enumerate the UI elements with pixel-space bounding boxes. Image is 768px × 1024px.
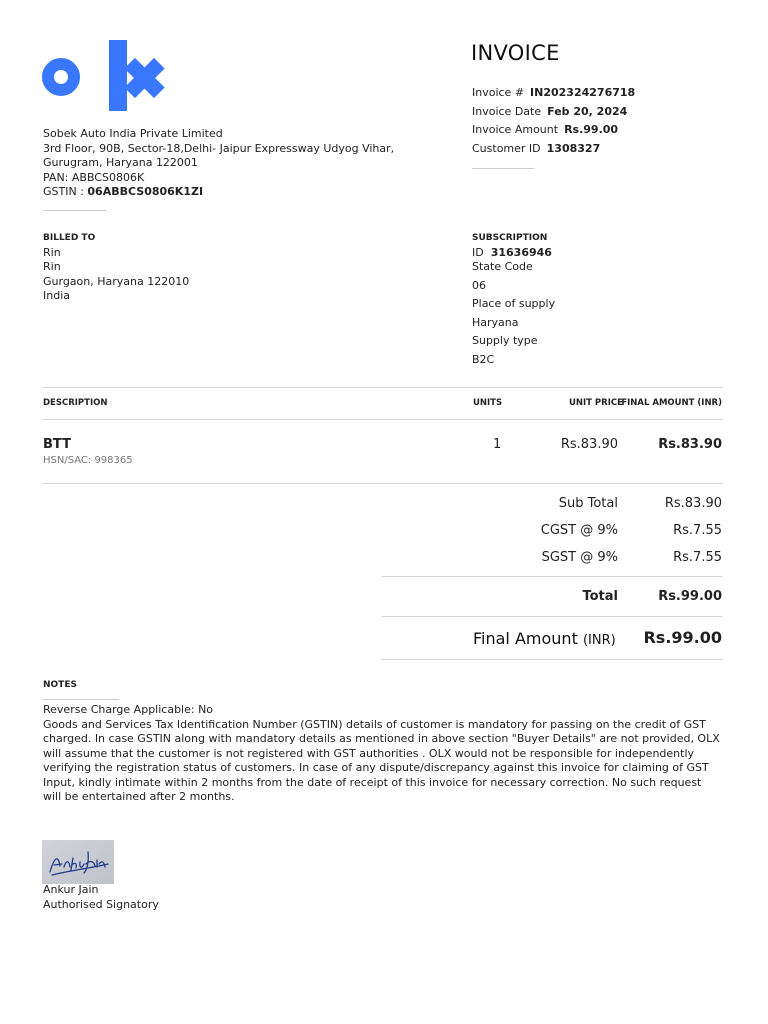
- invoice-number: IN202324276718: [530, 86, 636, 99]
- billed-to-heading: BILLED TO: [43, 233, 96, 243]
- divider: [472, 168, 534, 169]
- cgst-value: Rs.7.55: [673, 523, 722, 538]
- cgst-label: CGST @ 9%: [540, 523, 618, 538]
- subscription-id-row: [472, 246, 555, 261]
- item-hsn: HSN/SAC: 998365: [43, 455, 133, 466]
- signatory-name: Ankur Jain: [43, 883, 99, 896]
- item-units: 1: [493, 437, 502, 452]
- notes-body: [43, 703, 723, 805]
- table-bottom-rule: [43, 483, 722, 484]
- invoice-number-row: [472, 84, 635, 103]
- header-description: DESCRIPTION: [43, 398, 108, 408]
- invoice-meta: [472, 84, 635, 158]
- total-value: Rs.99.00: [658, 589, 722, 604]
- company-address-line1: 3rd Floor, 90B, Sector-18,Delhi- Jaipur Expressway Udyog Vihar,: [43, 141, 395, 155]
- summary-rule: [382, 576, 722, 577]
- subscription-section: [472, 231, 555, 367]
- notes-heading: NOTES: [43, 680, 77, 690]
- final-amount-value: Rs.99.00: [643, 628, 722, 647]
- invoice-amount: Rs.99.00: [564, 123, 619, 136]
- subscription-id-label: ID: [472, 245, 484, 259]
- notes-text: Goods and Services Tax Identification Number (GSTIN) details of customer is mandatory for passing on the credit of GST charged. In case GSTIN along with mandatory details as mentioned in above section "Buyer Details" are not provided, OLX will assume that the customer is not registered with GST authorities . OLX would not be responsible for independently verifying the registration status of customers. In case of any dispute/discrepancy against this invoice for claiming of GST Input, kindly intimate within 2 months from the date of receipt of this invoice for necessary correction. No such request will be entertained after 2 months.: [43, 717, 720, 803]
- billed-to-line: Rin: [43, 245, 61, 259]
- subscription-id: 31636946: [490, 245, 552, 259]
- company-name: Sobek Auto India Private Limited: [43, 127, 223, 140]
- final-amount-text: Final Amount: [473, 629, 578, 648]
- company-details: [43, 127, 394, 200]
- gstin-label: GSTIN :: [43, 185, 84, 198]
- header-units: UNITS: [473, 398, 503, 408]
- signature-image: [42, 840, 114, 884]
- sgst-value: Rs.7.55: [673, 550, 722, 565]
- summary-rule: [382, 659, 722, 660]
- invoice-amount-row: [472, 121, 635, 140]
- subtotal-label: Sub Total: [558, 496, 618, 511]
- billed-to-line: Rin: [43, 260, 61, 273]
- subtotal-value: Rs.83.90: [664, 496, 722, 511]
- item-name: BTT: [43, 437, 71, 452]
- company-address-line2: Gurugram, Haryana 122001: [43, 156, 198, 169]
- invoice-date-label: Invoice Date: [472, 104, 542, 118]
- subscription-heading: SUBSCRIPTION: [472, 233, 548, 243]
- table-top-rule: [43, 387, 722, 388]
- olx-logo: [42, 40, 174, 112]
- supply-type-label: Supply type: [472, 334, 538, 347]
- item-final-amount: Rs.83.90: [658, 437, 722, 452]
- billed-to-line: India: [43, 289, 70, 302]
- invoice-date-row: [472, 103, 635, 122]
- final-amount-unit: (INR): [582, 633, 616, 648]
- state-code: 06: [472, 278, 486, 292]
- place-of-supply: Haryana: [472, 315, 519, 329]
- signatory-block: [43, 883, 159, 912]
- divider: [43, 210, 106, 211]
- customer-id-row: [472, 140, 635, 159]
- invoice-title: INVOICE: [471, 41, 560, 65]
- gstin-value: 06ABBCS0806K1ZI: [87, 185, 204, 198]
- item-unit-price: Rs.83.90: [560, 437, 618, 452]
- customer-id-label: Customer ID: [472, 141, 541, 155]
- final-amount-label: [473, 629, 616, 648]
- sgst-label: SGST @ 9%: [541, 550, 618, 565]
- invoice-number-label: Invoice #: [472, 86, 525, 99]
- table-header-rule: [43, 419, 722, 420]
- header-unit-price: UNIT PRICE: [569, 398, 623, 408]
- customer-id: 1308327: [546, 141, 601, 155]
- state-code-label: State Code: [472, 260, 533, 273]
- summary-rule: [382, 616, 722, 617]
- invoice-amount-label: Invoice Amount: [472, 123, 559, 136]
- company-pan: PAN: ABBCS0806K: [43, 170, 145, 184]
- billed-to-line: Gurgaon, Haryana 122010: [43, 274, 190, 288]
- invoice-date: Feb 20, 2024: [547, 104, 628, 118]
- billed-to-section: [43, 231, 189, 304]
- divider: [43, 699, 119, 700]
- signatory-title: Authorised Signatory: [43, 897, 159, 911]
- reverse-charge: Reverse Charge Applicable: No: [43, 703, 214, 716]
- header-final-amount: FINAL AMOUNT (INR): [621, 398, 722, 408]
- company-gstin: [43, 185, 394, 200]
- place-of-supply-label: Place of supply: [472, 297, 556, 310]
- supply-type: B2C: [472, 352, 495, 366]
- total-label: Total: [582, 589, 618, 604]
